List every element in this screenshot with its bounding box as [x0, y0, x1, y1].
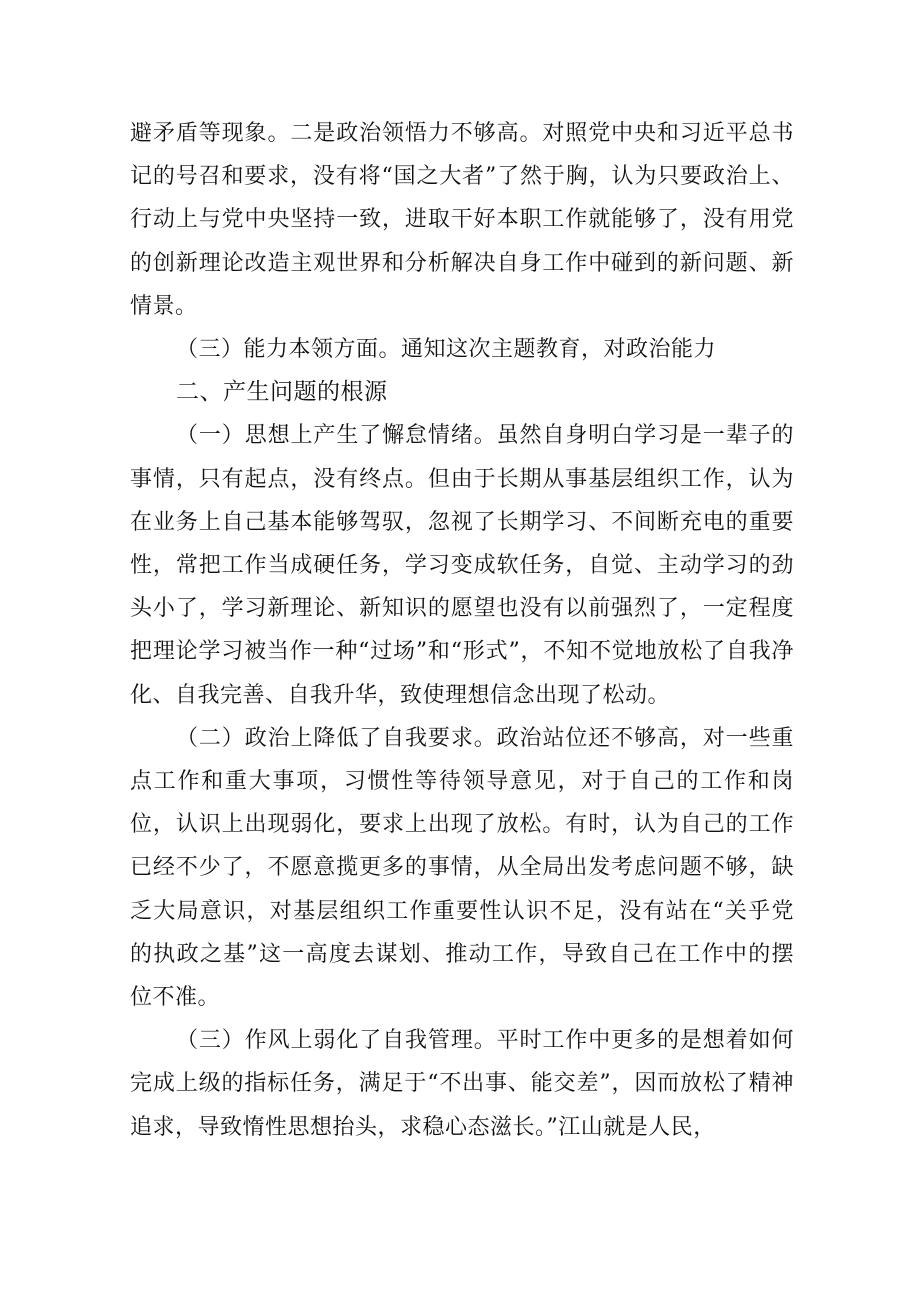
paragraph-ability-section: （三）能力本领方面。通知这次主题教育，对政治能力	[176, 337, 717, 363]
paragraph-cause-political: （二）政治上降低了自我要求。政治站位还不够高，对一些重点工作和重大事项，习惯性等待领导意见，对于自己的工作和岗位，认识上出现弱化，要求上出现了放松。有时，认为自己的工作已经不少了，不愿意揽更多的事情，从全局出发考虑问题不够，缺乏大局意识，对基层组织工作重要性认识不足，没有站在“关乎党的执政之基”这一高度去谋划、推动工作，导致自己在工作中的摆位不准。	[130, 725, 794, 1011]
paragraph-continuation: 避矛盾等现象。二是政治领悟力不够高。对照党中央和习近平总书记的号召和要求，没有将“国之大者”了然于胸，认为只要政治上、行动上与党中央坚持一致，进取干好本职工作就能够了，没有用党的创新理论改造主观世界和分析解决自身工作中碰到的新问题、新情景。	[130, 121, 794, 319]
paragraph-cause-style: （三）作风上弱化了自我管理。平时工作中更多的是想着如何完成上级的指标任务，满足于“不出事、能交差”，因而放松了精神追求，导致惰性思想抬头，求稳心态滋长。”江山就是人民，	[130, 1028, 794, 1140]
paragraph-cause-thinking: （一）思想上产生了懈怠情绪。虽然自身明白学习是一辈子的事情，只有起点，没有终点。但由于长期从事基层组织工作，认为在业务上自己基本能够驾驭，忽视了长期学习、不间断充电的重要性，常把工作当成硬任务，学习变成软任务，自觉、主动学习的劲头小了，学习新理论、新知识的愿望也没有以前强烈了，一定程度把理论学习被当作一种“过场”和“形式”，不知不觉地放松了自我净化、自我完善、自我升华，致使理想信念出现了松动。	[130, 423, 794, 708]
section-heading-root-causes: 二、产生问题的根源	[176, 379, 388, 406]
document-body	[130, 112, 794, 1149]
